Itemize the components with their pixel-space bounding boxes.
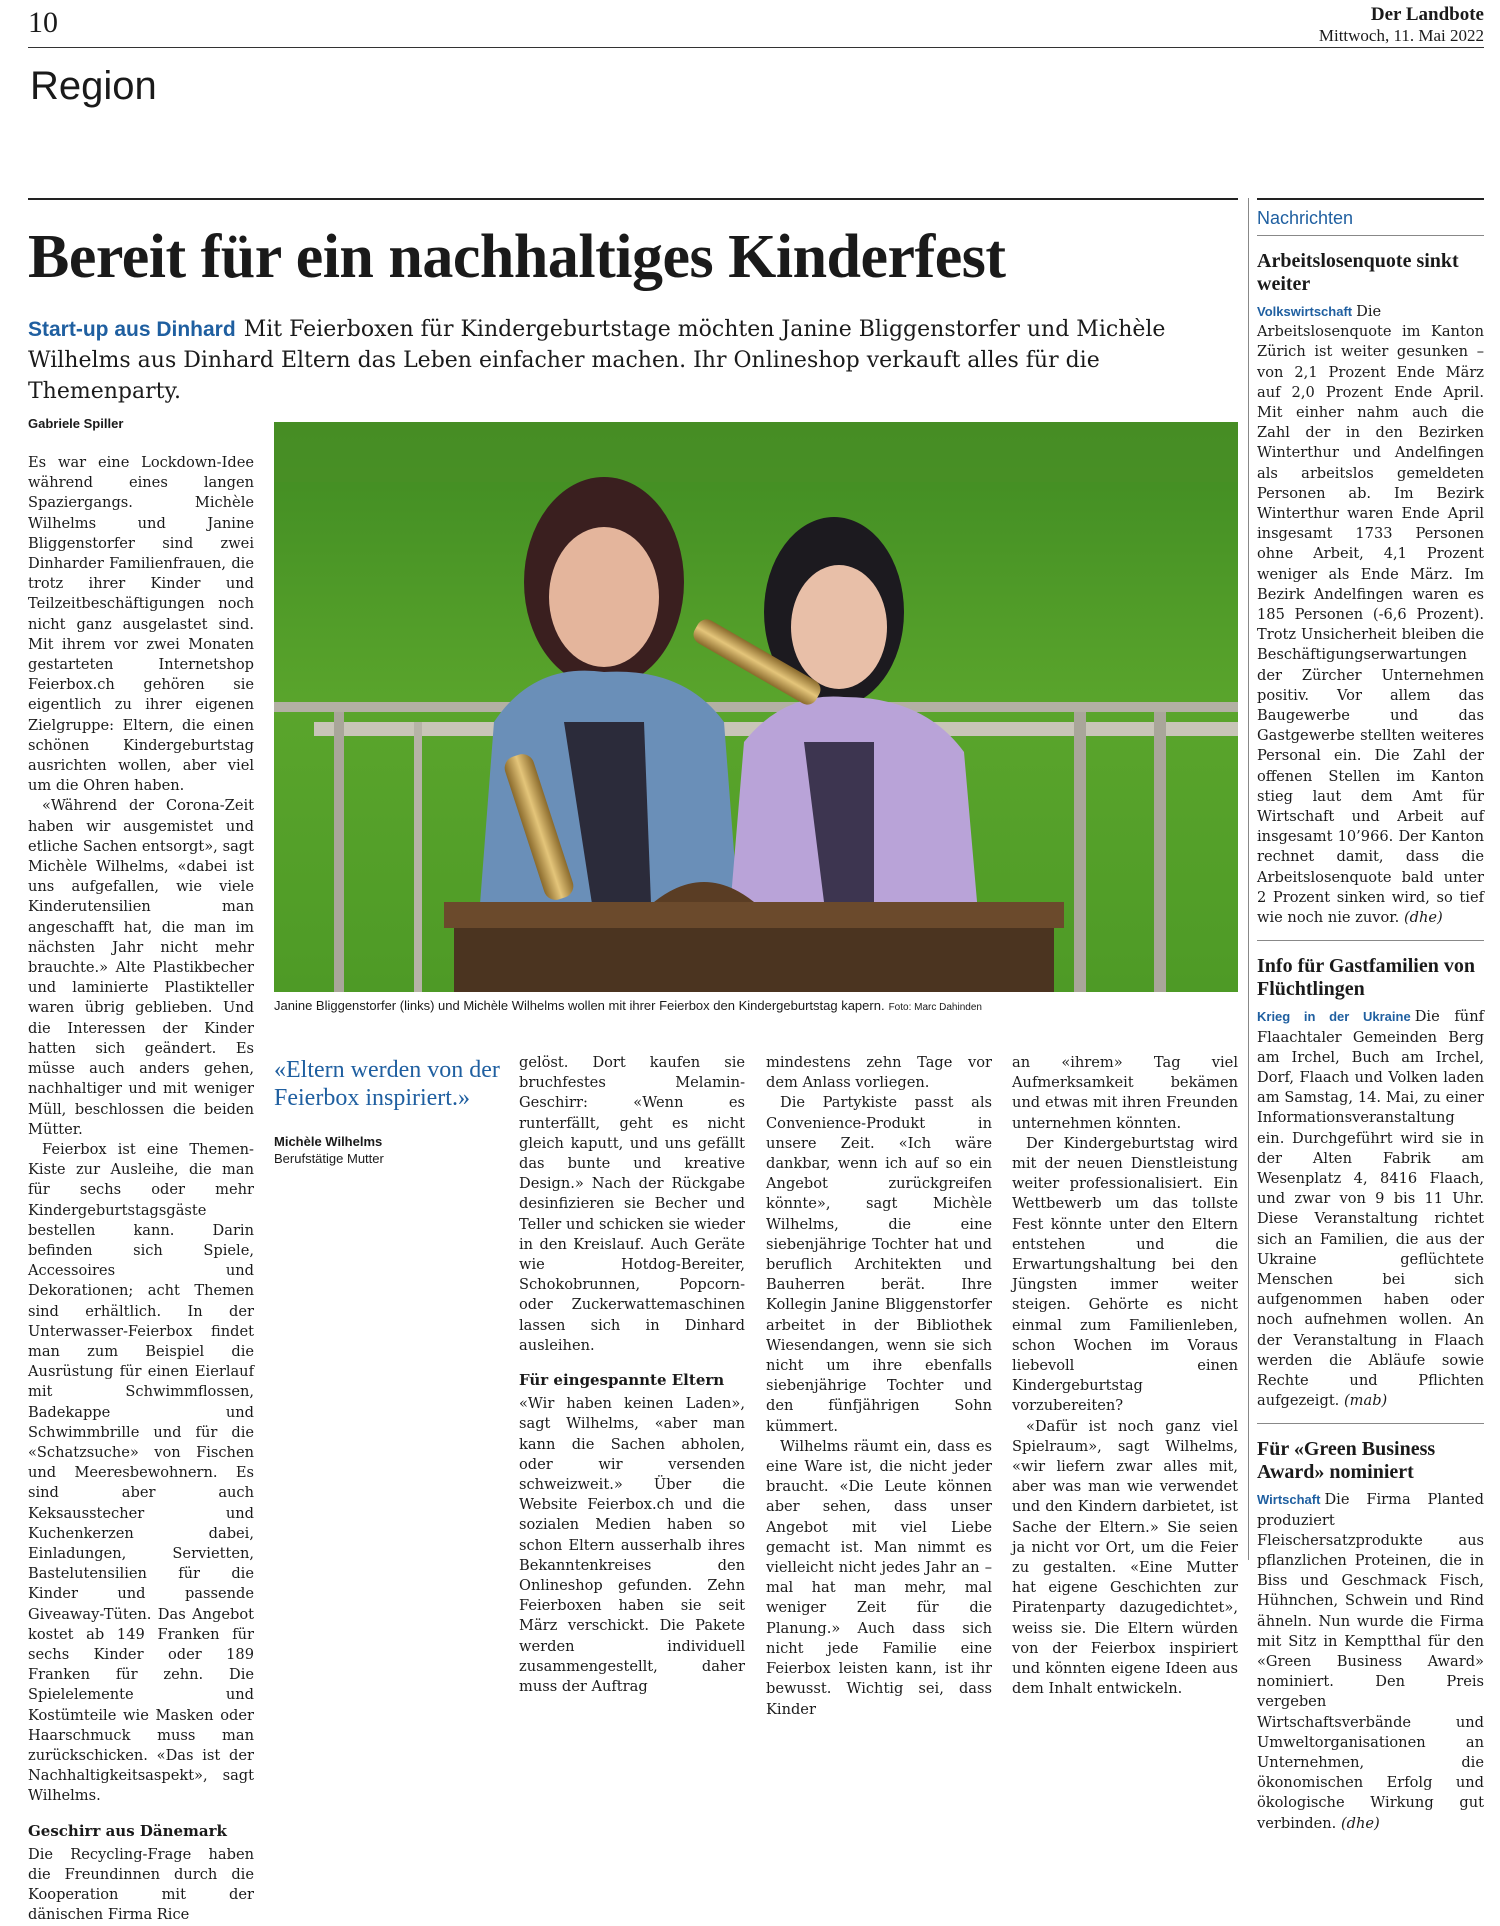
news-headline: Für «Green Business Award» nominiert — [1257, 1438, 1436, 1484]
paragraph: «Dafür ist noch ganz viel Spielraum», sagt Wilhelms, «wir liefern zwar alles mit, aber was man wie verwendet und den Kindern darbietet, ist Sache der Eltern.» Sie seien ja nicht vor Ort, um die Feier zu gestalten. «Eine Mutter hat eigene Geschichten zur Piratenparty dazugedichtet», weiss sie. Die Eltern würden von der Feierbox inspiriert und könnten eigene Ideen aus dem Inhalt entwickeln. — [1012, 1417, 1238, 1698]
news-body — [1257, 1007, 1484, 1411]
news-initials: (mab) — [1343, 1392, 1388, 1410]
news-body — [1257, 302, 1484, 928]
news-separator — [1257, 1423, 1484, 1424]
article-column-2 — [519, 1053, 745, 1697]
news-initials: (dhe) — [1403, 909, 1443, 927]
pull-quote-text: «Eltern werden von der Feierbox inspiriert.» — [274, 1057, 500, 1111]
header-divider — [28, 47, 1484, 48]
news-kicker: Volkswirtschaft — [1257, 304, 1353, 319]
news-initials: (dhe) — [1340, 1814, 1380, 1832]
news-separator — [1257, 940, 1484, 941]
paragraph: Der Kindergeburtstag wird mit der neuen Dienstleistung weiter professionalisiert. Ein Wettbewerb um das tollste Fest könnte unter den Eltern entstehen und die Erwartungshaltung bei den Jüngsten immer weiter steigen. Gehörte es nicht einmal zum Familienleben, schon Wochen im Voraus liebevoll einen Kindergeburtstag vorzubereiten? — [1012, 1134, 1238, 1415]
newspaper-name: Der Landbote — [1370, 4, 1484, 25]
article-column-1 — [28, 453, 254, 1926]
sidebar-top-divider — [1257, 198, 1484, 200]
article-author: Gabriele Spiller — [28, 416, 124, 431]
paragraph: Wilhelms räumt ein, dass es eine Ware ist, die nicht jeder braucht. «Die Leute können aber sehen, dass unser Angebot mit viel Liebe gemacht ist. Man nimmt es vielleicht nicht jedes Jahr an – mal hat man mehr, mal weniger Zeit für die Planung.» Auch dass sich nicht jede Familie eine Feierbox leisten kann, ist ihr bewusst. Wichtig sei, dass Kinder — [766, 1437, 992, 1718]
news-text: Die fünf Flaachtaler Gemeinden Berg am Irchel, Buch am Irchel, Dorf, Flaach und Volken laden am Samstag, 14. Mai, zu einer Informationsveranstaltung ein. Durchgeführt wird sie in der Alten Fabrik am Wesenplatz 4, 8416 Flaach, und zwar von 9 bis 11 Uhr. Diese Veranstaltung richtet sich an Familien, die aus der Ukraine geflüchtete Menschen bei sich aufgenommen haben oder noch aufnehmen wollen. An der Veranstaltung in Flaach werden die Abläufe sowie Rechte und Pflichten aufgezeigt. — [1257, 1008, 1484, 1410]
news-body — [1257, 1490, 1484, 1833]
pull-quote-author: Michèle Wilhelms — [274, 1134, 383, 1149]
paragraph: Es war eine Lockdown-Idee während eines langen Spaziergangs. Michèle Wilhelms und Janine Bliggenstorfer sind zwei Dinharder Familienfrauen, die trotz ihrer Kinder und Teilzeitbeschäftigungen noch nicht ganz ausgelastet sind. Mit ihrem vor zwei Monaten gestarteten Internetshop Feierbox.ch gehören sie eigentlich zu ihrer eigenen Zielgruppe: Eltern, die einen schönen Kindergeburtstag ausrichten wollen, aber viel um die Ohren haben. — [28, 454, 254, 795]
news-item — [1257, 955, 1484, 1411]
caption-text: Janine Bliggenstorfer (links) und Michèle Wilhelms wollen mit ihrer Feierbox den Kindergeburtstag kapern. — [274, 998, 885, 1013]
news-headline: Arbeitslosenquote sinkt weiter — [1257, 250, 1459, 295]
sidebar-label-divider — [1257, 235, 1484, 236]
issue-date: Mittwoch, 11. Mai 2022 — [1318, 26, 1484, 45]
photo-two-women-with-telescopes — [274, 422, 1238, 992]
news-item — [1257, 250, 1484, 928]
paragraph: mindestens zehn Tage vor dem Anlass vorliegen. — [766, 1054, 992, 1092]
paragraph: Feierbox ist eine Themen-Kiste zur Ausleihe, die man für sechs oder mehr Kindergeburtstagsgäste bestellen kann. Darin befinden sich Spiele, Accessoires und Dekorationen; acht Themen sind erhältlich. In der Unterwasser-Feierbox findet man zum Beispiel die Ausrüstung für einen Eierlauf mit Schwimmflossen, Badekappe und Schwimmbrille und für die «Schatzsuche» von Fischen und Meeresbewohnern. Es sind aber auch Keksausstecher und Kuchenkerzen dabei, Einladungen, Servietten, Bastelutensilien für die Kinder und passende Giveaway-Tüten. Das Angebot kostet ab 149 Franken für sechs Kinder oder 189 Franken für zehn. Die Spielelemente und Kostümteile wie Masken oder Haarschmuck muss man zurückschicken. «Das ist der Nachhaltigkeitsaspekt», sagt Wilhelms. — [28, 1140, 254, 1805]
page-number: 10 — [28, 6, 58, 39]
section-title: Region — [30, 64, 157, 108]
news-text: Die Firma Planted produziert Fleischersatzprodukte aus pflanzlichen Proteinen, die in Biss und Geschmack Fisch, Hühnchen, Schwein und Rind ähneln. Nun wurde die Firma mit Sitz in Kemptthal für den «Green Business Award» nominiert. Den Preis vergeben Wirtschaftsverbände und Umweltorganisationen an Unternehmen, die ökonomischen Erfolg und ökologische Wirkung gut verbinden. — [1257, 1491, 1484, 1832]
article-photo — [274, 422, 1238, 992]
article-lead — [28, 314, 1238, 407]
paragraph: Die Partykiste passt als Convenience-Produkt in unsere Zeit. «Ich wäre dankbar, wenn ich auf so ein Angebot zurückgreifen könnte», sagt Michèle Wilhelms, die eine siebenjährige Tochter hat und beruflich Architekten und Bauherren berät. Ihre Kollegin Janine Bliggenstorfer arbeitet in der Bibliothek Wiesendangen, wenn sie sich nicht um ihre ebenfalls siebenjährige Tochter und den fünfjährigen Sohn kümmert. — [766, 1094, 992, 1435]
article-headline: Bereit für ein nachhaltiges Kinderfest — [28, 223, 1006, 291]
news-item — [1257, 1438, 1484, 1833]
lead-kicker: Start-up aus Dinhard — [28, 318, 236, 341]
lead-text: Mit Feierboxen für Kindergeburtstage möchten Janine Bliggenstorfer und Michèle Wilhelms aus Dinhard Eltern das Leben einfacher machen. Ihr Onlineshop verkauft alles für die Themenparty. — [28, 317, 1166, 404]
news-kicker: Wirtschaft — [1257, 1492, 1321, 1508]
paragraph: Die Recycling-Frage haben die Freundinnen durch die Kooperation mit der dänischen Firma Rice — [28, 1845, 254, 1924]
subheading: Für eingespannte Eltern — [519, 1371, 725, 1390]
masthead — [1319, 4, 1484, 46]
news-headline: Info für Gastfamilien von Flüchtlingen — [1257, 955, 1475, 1001]
paragraph: «Während der Corona-Zeit haben wir ausgemistet und etliche Sachen entsorgt», sagt Michèle Wilhelms, «dabei ist uns aufgefallen, wie viele Kinderutensilien man angeschafft hat, die man im nächsten Jahr nicht mehr brauchte.» Alte Plastikbecher und laminierte Plastikteller waren übrig geblieben. Und die Interessen der Kinder hatten sich geändert. Es müsse auch anders gehen, nachhaltiger und mit weniger Müll, beschlossen die beiden Mütter. — [28, 797, 254, 1138]
subheading: Geschirr aus Dänemark — [28, 1821, 227, 1840]
news-text: Die Arbeitslosenquote im Kanton Zürich ist weiter gesunken – von 2,1 Prozent Ende März auf 2,0 Prozent Ende April. Mit einher nahm auch die Zahl der in den Bezirken Winterthur und Andelfingen als arbeitslos gemeldeten Personen ab. Im Bezirk Winterthur waren Ende April insgesamt 1733 Personen ohne Arbeit, 4,1 Prozent weniger als Ende März. Im Bezirk Andelfingen waren es 185 Personen (-6,6 Prozent). Trotz Unsicherheit bleiben die Beschäftigungserwartungen der Zürcher Unternehmen positiv. Vor allem das Baugewerbe und das Gastgewerbe stellten weiteres Personal ein. Die Zahl der offenen Stellen im Kanton stieg laut dem Amt für Wirtschaft und Arbeit auf insgesamt 10’966. Der Kanton rechnet damit, dass die Arbeitslosenquote bald unter 2 Prozent sinken wird, so tief wie noch nie zuvor. — [1257, 303, 1484, 927]
article-column-3 — [766, 1053, 992, 1720]
article-top-divider — [28, 198, 1238, 200]
news-kicker: Krieg in der Ukraine — [1257, 1009, 1411, 1025]
pull-quote-role: Berufstätige Mutter — [274, 1151, 384, 1166]
pull-quote — [274, 1056, 506, 1166]
article-column-4 — [1012, 1053, 1238, 1700]
paragraph: gelöst. Dort kaufen sie bruchfestes Melamin-Geschirr: «Wenn es runterfällt, geht es nicht gleich kaputt, und uns gefällt das bunte und kreative Design.» Nach der Rückgabe desinfizieren sie Becher und Teller und schicken sie wieder in den Kreislauf. Auch Geräte wie Hotdog-Bereiter, Schokobrunnen, Popcorn- oder Zuckerwattemaschinen lassen sich in Dinhard ausleihen. — [519, 1054, 745, 1354]
sidebar-label: Nachrichten — [1257, 208, 1354, 228]
news-sidebar — [1257, 198, 1484, 1834]
paragraph: «Wir haben keinen Laden», sagt Wilhelms, «aber man kann die Sachen abholen, oder wir versenden schweizweit.» Über die Website Feierbox.ch und die sozialen Medien haben so schon Eltern ausserhalb ihres Bekanntenkreises den Onlineshop gefunden. Zehn Feierboxen haben sie seit März verschickt. Die Pakete werden individuell zusammengestellt, daher muss der Auftrag — [519, 1395, 745, 1696]
photo-credit: Foto: Marc Dahinden — [888, 1002, 982, 1013]
sidebar-divider — [1248, 198, 1249, 1560]
paragraph: an «ihrem» Tag viel Aufmerksamkeit bekämen und etwas mit ihren Freunden unternehmen könnten. — [1012, 1054, 1238, 1132]
photo-caption — [274, 998, 1238, 1013]
